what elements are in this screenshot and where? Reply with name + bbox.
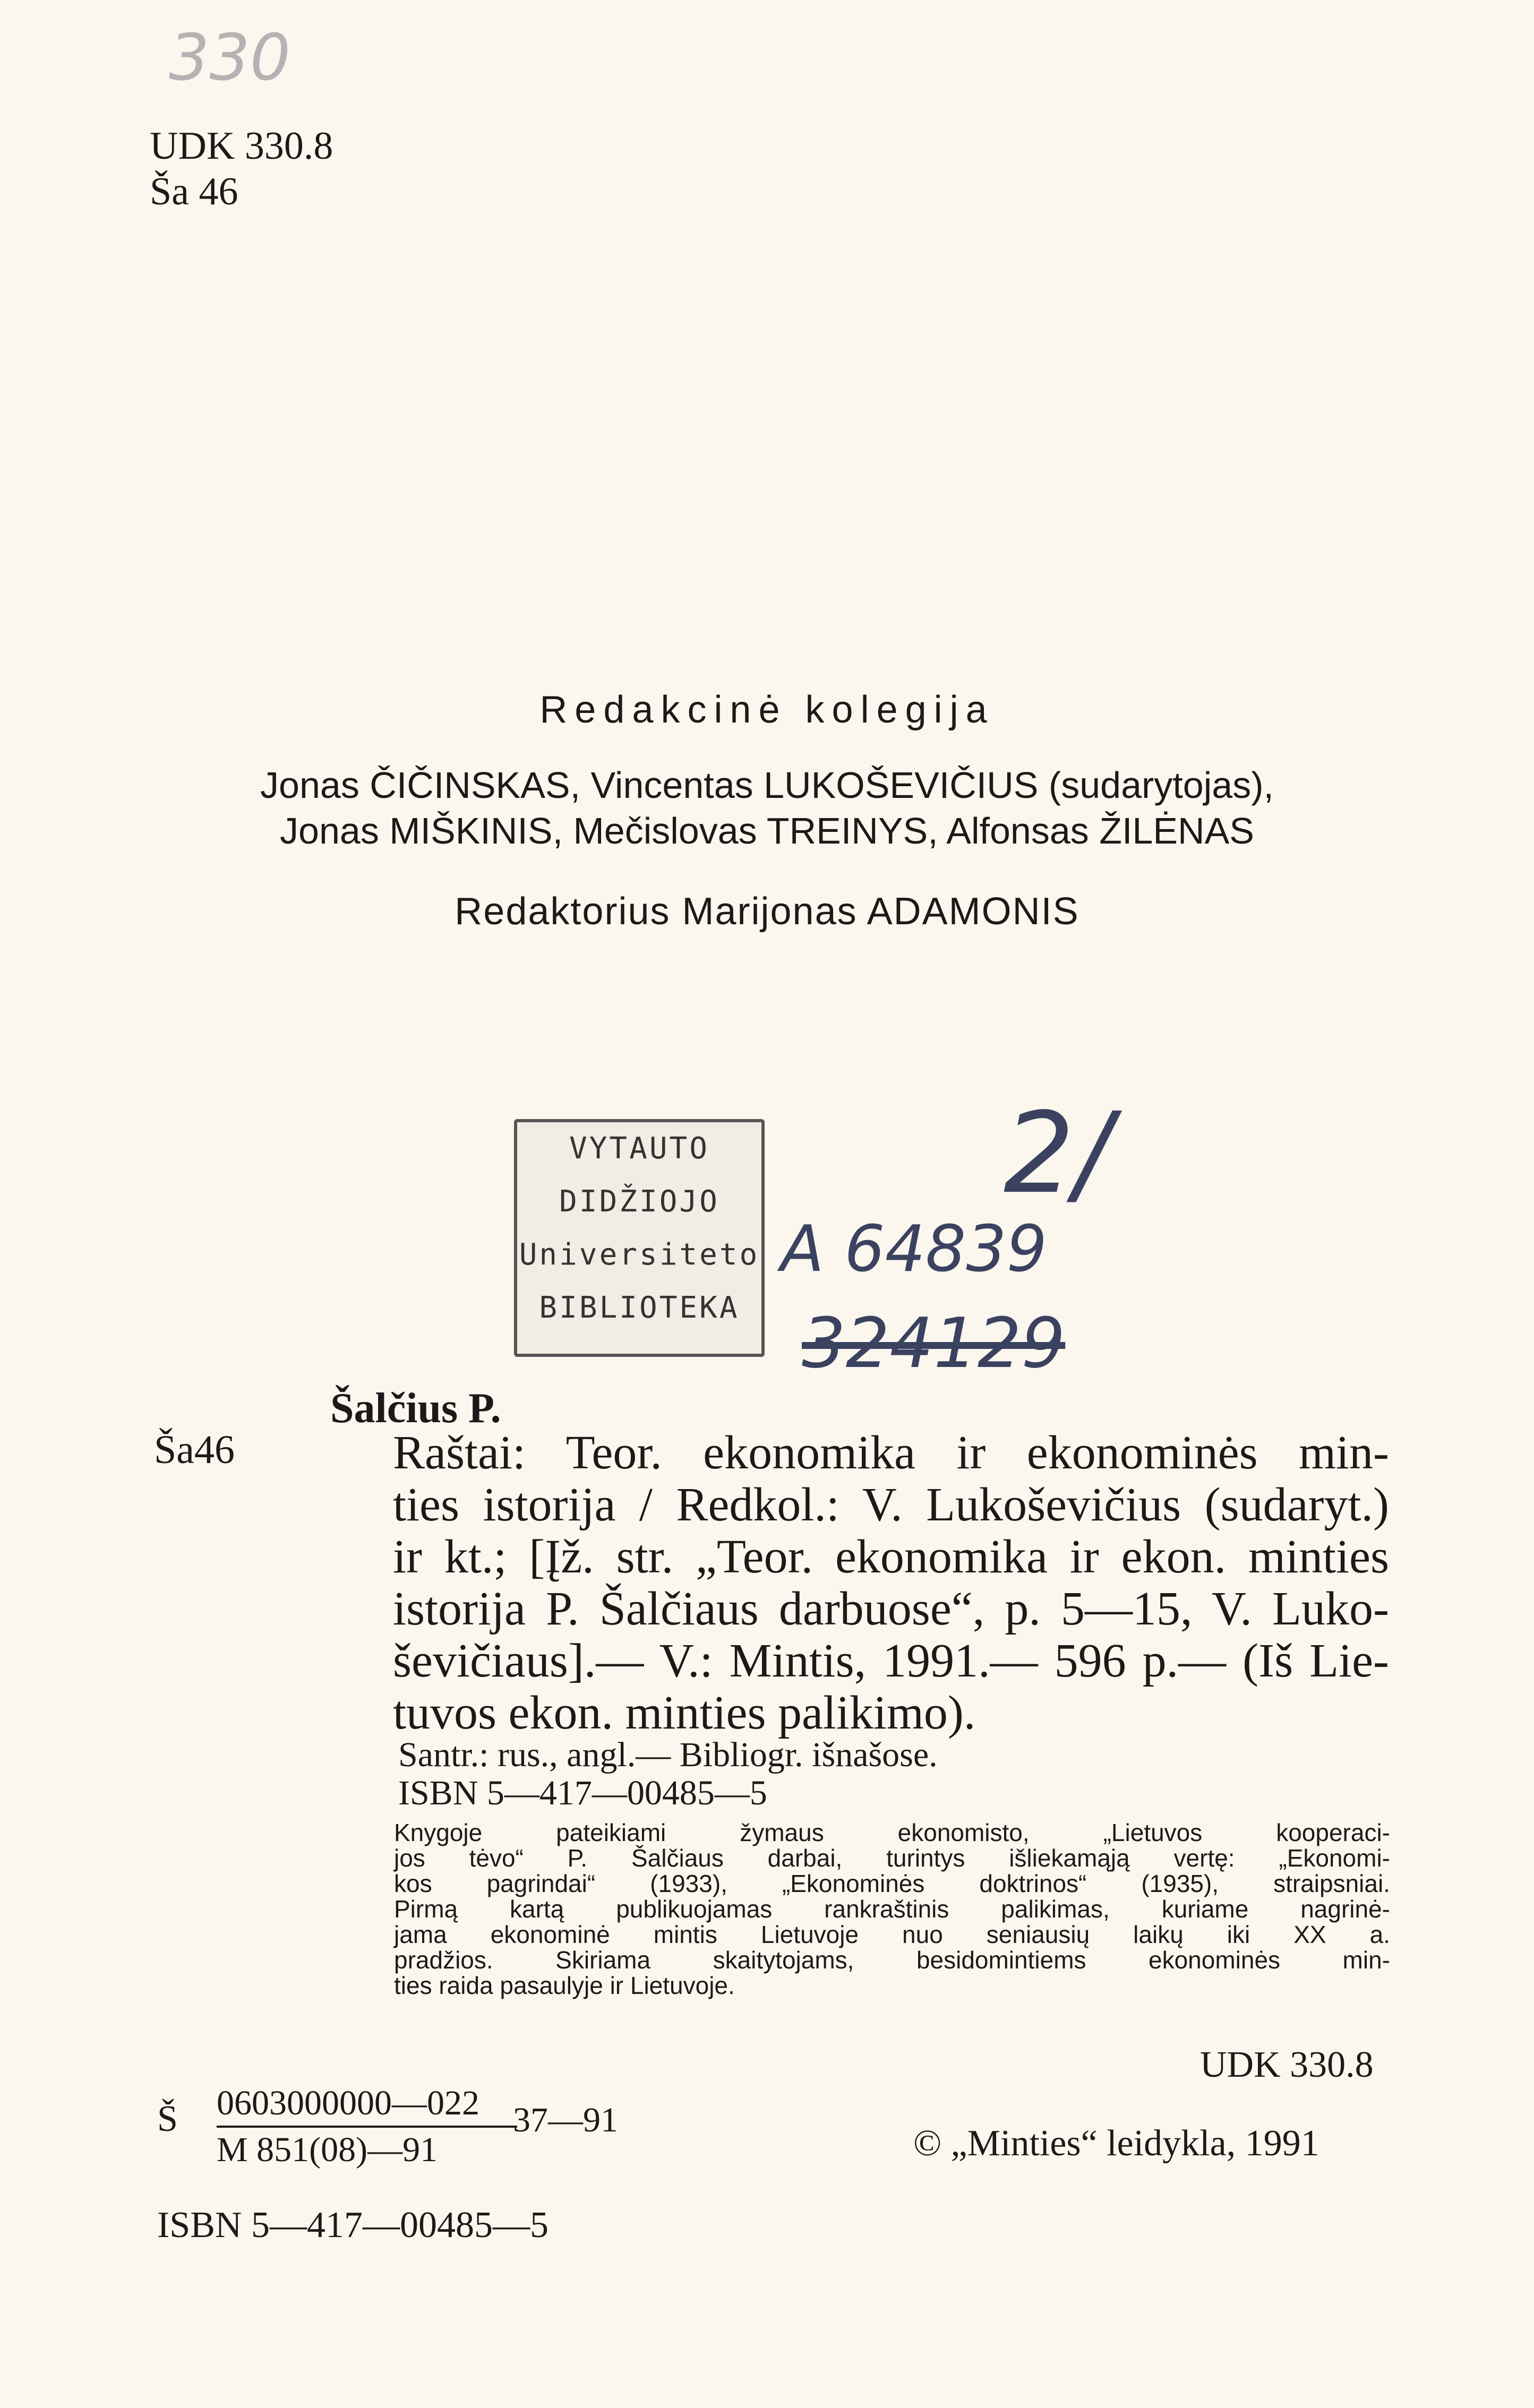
call-sign: Ša46: [154, 1427, 235, 1472]
description-line: ir kt.; [Įž. str. „Teor. ekonomika ir ekon. minties: [393, 1530, 1389, 1583]
editorial-board-names: [0, 762, 1534, 854]
description-line: ševičiaus].— V.: Mintis, 1991.— 596 p.— (Iš Lie-: [393, 1635, 1389, 1687]
author-heading: Šalčius P.: [330, 1385, 501, 1432]
stamp-line: BIBLIOTEKA: [539, 1291, 740, 1325]
editorial-names-line-1: Jonas ČIČINSKAS, Vincentas LUKOŠEVIČIUS (sudarytojas),: [260, 764, 1274, 806]
annotation-line: Pirmą kartą publikuojamas rankraštinis palikimas, kuriame nagrinė-: [394, 1895, 1390, 1923]
annotation-line: pradžios. Skiriama skaitytojams, besidomintiems ekonominės min-: [394, 1946, 1390, 1974]
annotation-line: kos pagrindai“ (1933), „Ekonominės doktrinos“ (1935), straipsniai.: [394, 1870, 1390, 1897]
isbn-bottom: ISBN 5—417—00485—5: [157, 2205, 549, 2246]
annotation-line: ties raida pasaulyje ir Lietuvoje.: [394, 1972, 735, 1999]
fraction-numerator: 0603000000—022: [217, 2084, 479, 2122]
summary-note: Santr.: rus., angl.— Bibliogr. išnašose.: [398, 1735, 938, 1774]
publisher-copyright: © „Minties“ leidykla, 1991: [913, 2123, 1319, 2164]
fraction-suffix: 37—91: [513, 2101, 618, 2139]
fraction-denominator: M 851(08)—91: [217, 2130, 438, 2169]
crossed-inventory-number: 324129: [802, 1303, 1066, 1383]
annotation-line: jos tėvo“ P. Šalčiaus darbai, turintys išliekamąją vertę: „Ekonomi-: [394, 1844, 1390, 1872]
bibliographic-description: [393, 1427, 1389, 1739]
stamp-line: Universiteto: [519, 1237, 760, 1272]
index-letter: Š: [157, 2099, 178, 2139]
udk-bottom: UDK 330.8: [1200, 2044, 1374, 2085]
description-line: ties istorija / Redkol.: V. Lukoševičius (sudaryt.): [393, 1478, 1389, 1531]
stamp-line: DIDŽIOJO: [559, 1184, 719, 1219]
isbn-note: ISBN 5—417—00485—5: [398, 1774, 767, 1812]
description-line: istorija P. Šalčiaus darbuose“, p. 5—15, V. Luko-: [393, 1583, 1389, 1635]
description-line: tuvos ekon. minties palikimo).: [393, 1687, 976, 1739]
annotation-line: jama ekonominė mintis Lietuvoje nuo seniausių laikų iki XX a.: [394, 1921, 1390, 1948]
editorial-names-line-2: Jonas MIŠKINIS, Mečislovas TREINYS, Alfonsas ŽILĖNAS: [280, 810, 1254, 852]
editor-line: Redaktorius Marijonas ADAMONIS: [455, 890, 1079, 933]
fraction-bar: [217, 2126, 517, 2128]
udk-sign: Ša 46: [150, 170, 238, 213]
editorial-board-heading: Redakcinė kolegija: [539, 689, 995, 731]
annotation-line: Knygoje pateikiami žymaus ekonomisto, „Lietuvos kooperaci-: [394, 1819, 1390, 1846]
library-stamp: [514, 1119, 765, 1357]
inventory-number: A 64839: [781, 1212, 1047, 1286]
stamp-line: VYTAUTO: [569, 1131, 709, 1166]
udk-code: UDK 330.8: [150, 124, 333, 168]
annotation: [394, 1820, 1390, 1998]
udk-top-block: [150, 123, 333, 214]
handwritten-mark: 2/: [1004, 1088, 1112, 1218]
handwritten-number: 330: [169, 21, 291, 95]
description-line: Raštai: Teor. ekonomika ir ekonominės min-: [393, 1426, 1389, 1479]
